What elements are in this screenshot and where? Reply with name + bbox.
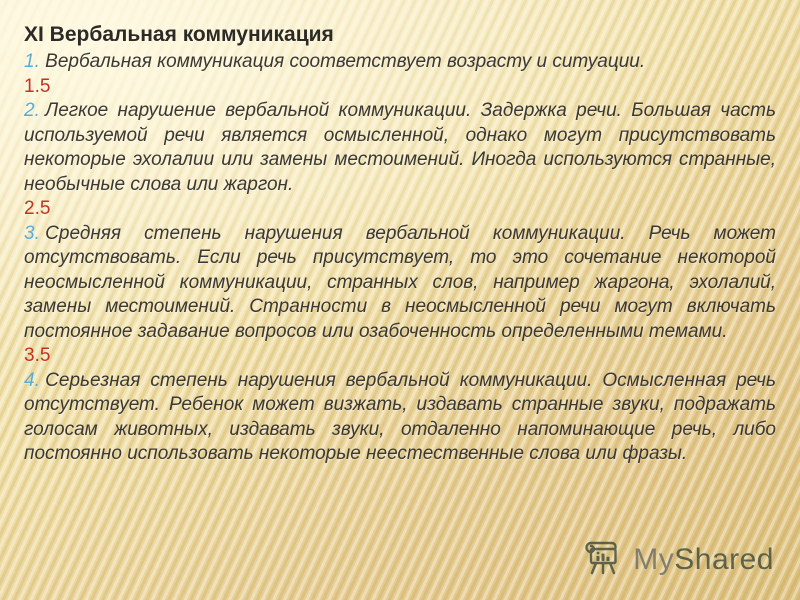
rating-1-5: 1.5	[24, 75, 51, 97]
watermark-brand-shared: Shared	[674, 543, 774, 576]
item-1-text: Вербальная коммуникация соответствует возрасту и ситуации.	[45, 51, 646, 72]
item-3-number: 3.	[24, 222, 40, 244]
item-2-text: Легкое нарушение вербальной коммуникации. Задержка речи. Большая часть используемой речи является осмысленной, однако могут присутствовать некоторые эхолалии или замены местоимений. Иногда используются странные, необычные слова или жаргон.	[24, 100, 776, 195]
item-4	[24, 369, 776, 467]
item-2-number: 2.	[24, 100, 40, 121]
rating-2-5: 2.5	[24, 198, 51, 219]
myshared-watermark	[579, 540, 774, 580]
presentation-easel-icon	[579, 540, 623, 580]
item-4-text: Серьезная степень нарушения вербальной коммуникации. Осмысленная речь отсутствует. Ребенок может визжать, издавать странные звуки, подражать голосам животных, издавать звуки, отдаленно напоминающие речь, либо постоянно использовать некоторые неестественные слова или фразы.	[24, 369, 776, 464]
item-3	[24, 222, 776, 345]
rating-3-5: 3.5	[24, 345, 51, 366]
myshared-wordmark	[633, 545, 774, 575]
item-4-number: 4.	[24, 369, 40, 391]
item-1-number: 1.	[24, 51, 40, 72]
slide-title: XI Вербальная коммуникация	[24, 23, 334, 46]
item-3-text: Средняя степень нарушения вербальной коммуникации. Речь может отсутствовать. Если речь присутствует, то это сочетание некоторой неосмысленной коммуникации, странных слов, например жаргона, эхолалий, замены местоимений. Странности в неосмысленной речи могут включать постоянное задавание вопросов или озабоченность определенными темами.	[24, 222, 776, 342]
watermark-brand-my: My	[633, 543, 675, 576]
item-2	[24, 99, 776, 197]
item-1	[24, 50, 776, 75]
